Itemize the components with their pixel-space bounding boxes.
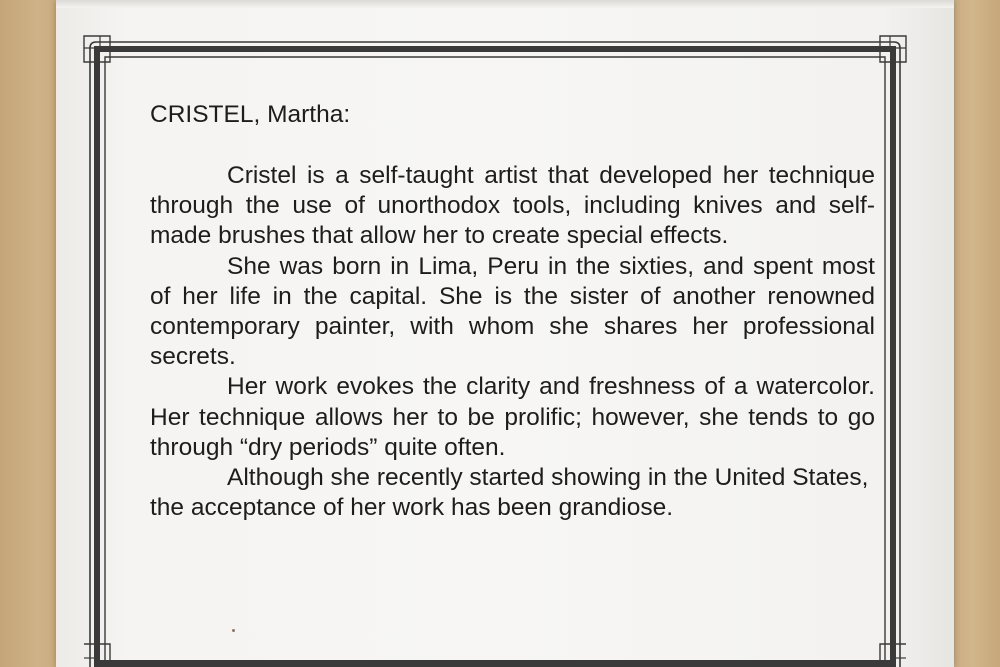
cardboard-backing-left bbox=[0, 0, 62, 667]
paper-speck bbox=[232, 629, 235, 632]
paragraph-technique: Cristel is a self-taught artist that developed her technique through the use of unorthodox tools, including knives and self-made brushes that allow her to create special effects. bbox=[150, 162, 875, 250]
sheet-top-edge bbox=[56, 0, 954, 8]
artist-name-heading: CRISTEL, Martha: bbox=[150, 101, 351, 128]
paragraph-style: Her work evokes the clarity and freshness of a watercolor. Her technique allows her to be prolific; however, she tends to go through “dry periods” quite often. bbox=[150, 373, 875, 461]
paragraph-reception: Although she recently started showing in the United States, the acceptance of her work has been grandiose. bbox=[150, 464, 869, 522]
paragraph-origin: She was born in Lima, Peru in the sixties, and spent most of her life in the capital. She is the sister of another renowned contemporary painter, with whom she shares her professional secrets. bbox=[150, 252, 875, 371]
biography-text bbox=[150, 100, 875, 523]
